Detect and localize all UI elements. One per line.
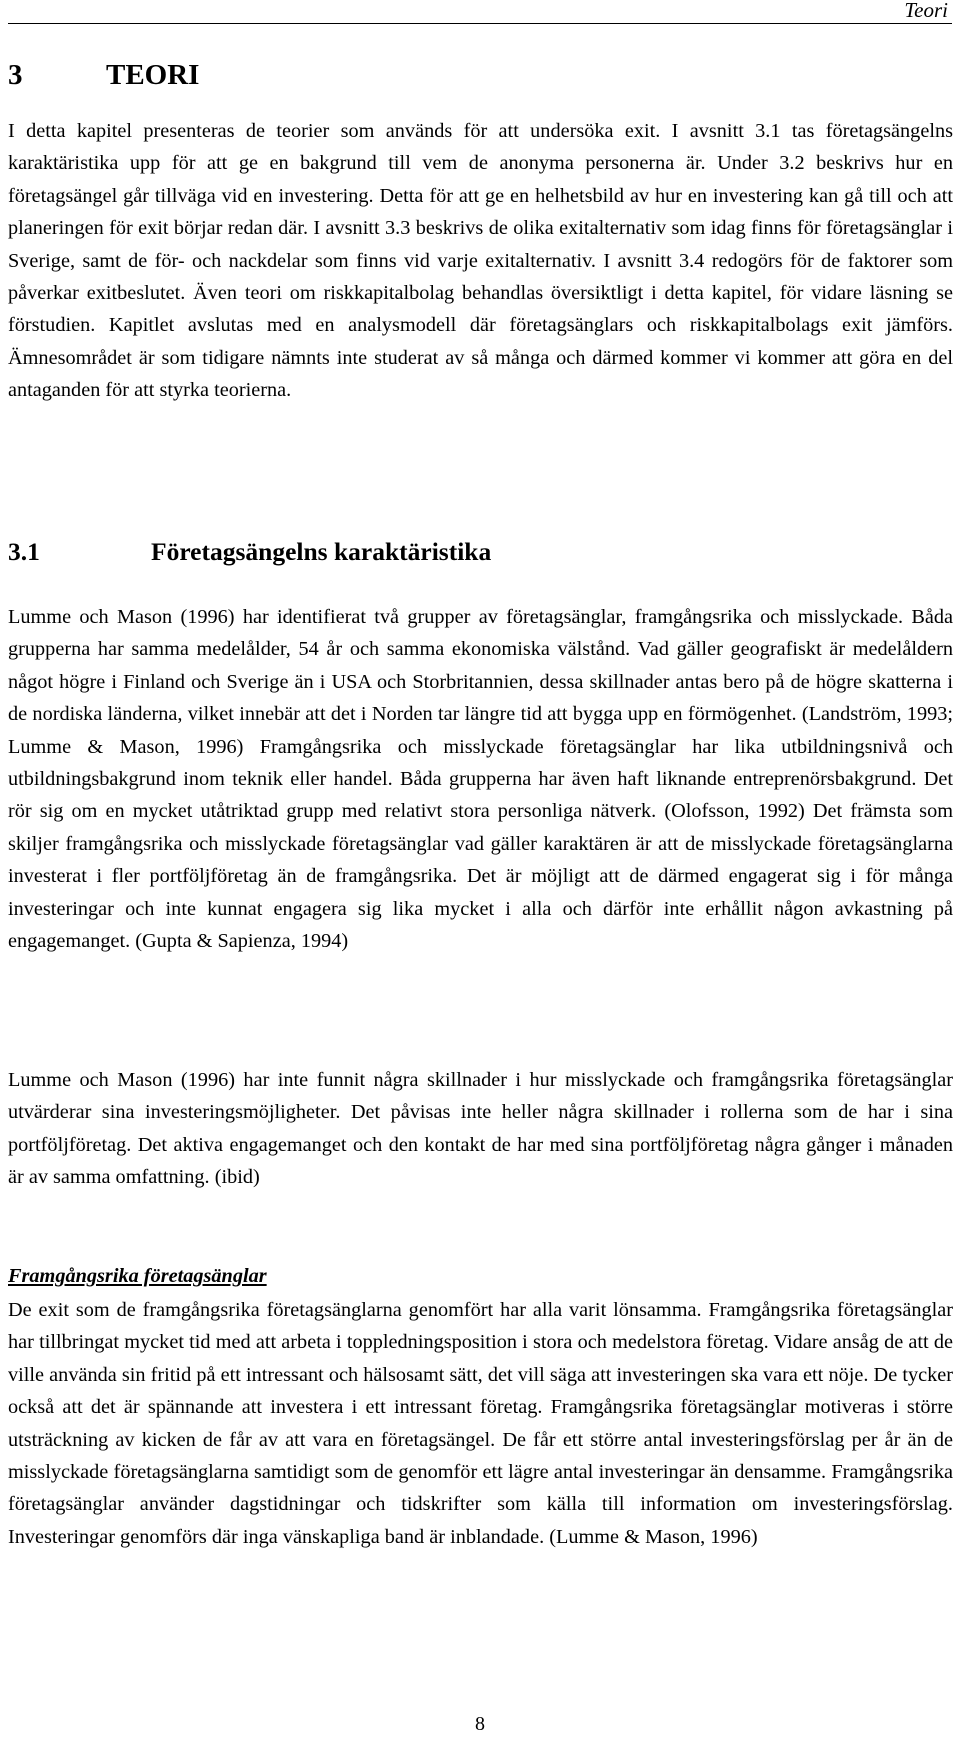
section-heading (8, 537, 491, 567)
running-header: Teori (8, 0, 952, 24)
section-number: 3.1 (8, 537, 40, 566)
subheading-successful-angels: Framgångsrika företagsänglar (8, 1265, 267, 1287)
chapter-number: 3 (8, 59, 23, 91)
intro-paragraph: I detta kapitel presenteras de teorier som används för att undersöka exit. I avsnitt 3.1 tas företagsängelns karaktäristika upp för att ge en bakgrund till vem de anonyma personerna är. Under 3.2 beskrivs hur en företagsängel går tillväga vid en investering. Detta för att ge en helhetsbild av hur en investering kan gå till och att planeringen för exit börjar redan där. I avsnitt 3.3 beskrivs de olika exitalternativ som idag finns för företagsänglar i Sverige, samt de för- och nackdelar som finns vid varje exitalternativ. I avsnitt 3.4 redogörs för de faktorer som påverkar exitbeslutet. Även teori om riskkapitalbolag behandlas översiktligt i detta kapitel, för vidare läsning se förstudien. Kapitlet avslutas med en analysmodell där företagsänglars och riskkapitalbolags exit jämförs. Ämnesområdet är som tidigare nämnts inte studerat av så många och därmed kommer vi kommer att göra en del antaganden för att styrka teorierna. (8, 120, 953, 402)
chapter-title: TEORI (106, 59, 200, 91)
section-paragraph-3: De exit som de framgångsrika företagsänglarna genomfört har alla varit lönsamma. Framgångsrika företagsänglar har tillbringat mycket tid med att arbeta i toppledningsposition i stora och medelstora företag. Vidare ansåg de att de ville använda sin fritid på ett intressant och hälsosamt sätt, det vill säga att investeringen ska vara ett nöje. De tycker också att det är spännande att investera i ett intressant företag. Framgångsrika företagsänglar motiveras i större utsträckning av kicken de får av att vara en företagsängel. De får ett större antal investeringsförslag per år än de misslyckade företagsänglarna samtidigt som de genomför ett lägre antal investeringar än densamme. Framgångsrika företagsänglar använder dagstidningar och tidskrifter som källa till information om investeringsförslag. Investeringar genomförs där inga vänskapliga band är inblandade. (Lumme & Mason, 1996) (8, 1299, 953, 1548)
page-number: 8 (475, 1713, 485, 1735)
chapter-heading (8, 58, 199, 92)
section-paragraph-2: Lumme och Mason (1996) har inte funnit några skillnader i hur misslyckade och framgångsrika företagsänglar utvärderar sina investeringsmöjligheter. Det påvisas inte heller några skillnader i rollerna som de har i sina portföljföretag. Det aktiva engagemanget och den kontakt de har med sina portföljföretag några gånger i månaden är av samma omfattning. (ibid) (8, 1069, 953, 1189)
section-title: Företagsängelns karaktäristika (151, 537, 492, 566)
section-paragraph-1: Lumme och Mason (1996) har identifierat två grupper av företagsänglar, framgångsrika och misslyckade. Båda grupperna har samma medelålder, 54 år och samma ekonomiska välstånd. Vad gäller geografiskt är medelåldern något högre i Finland och Sverige än i USA och Storbritannien, dessa skillnader antas bero på de högre skatterna i de nordiska länderna, vilket innebär att det i Norden tar längre tid att bygga upp en förmögenhet. (Landström, 1993; Lumme & Mason, 1996) Framgångsrika och misslyckade företagsänglar har lika utbildningsnivå och utbildningsbakgrund inom teknik eller handel. Båda grupperna har även haft liknande entreprenörsbakgrund. Det rör sig om en mycket utåtriktad grupp med relativt stora personliga nätverk. (Olofsson, 1992) Det främsta som skiljer framgångsrika och misslyckade företagsänglar vad gäller karaktären är att de misslyckade företagsänglarna investerat i fler portföljföretag än de framgångsrika. Det är möjligt att de därmed engagerat sig i för många investeringar och inte kunnat engagera sig lika mycket i alla och därför inte erhållit någon avkastning på engagemanget. (Gupta & Sapienza, 1994) (8, 606, 953, 953)
